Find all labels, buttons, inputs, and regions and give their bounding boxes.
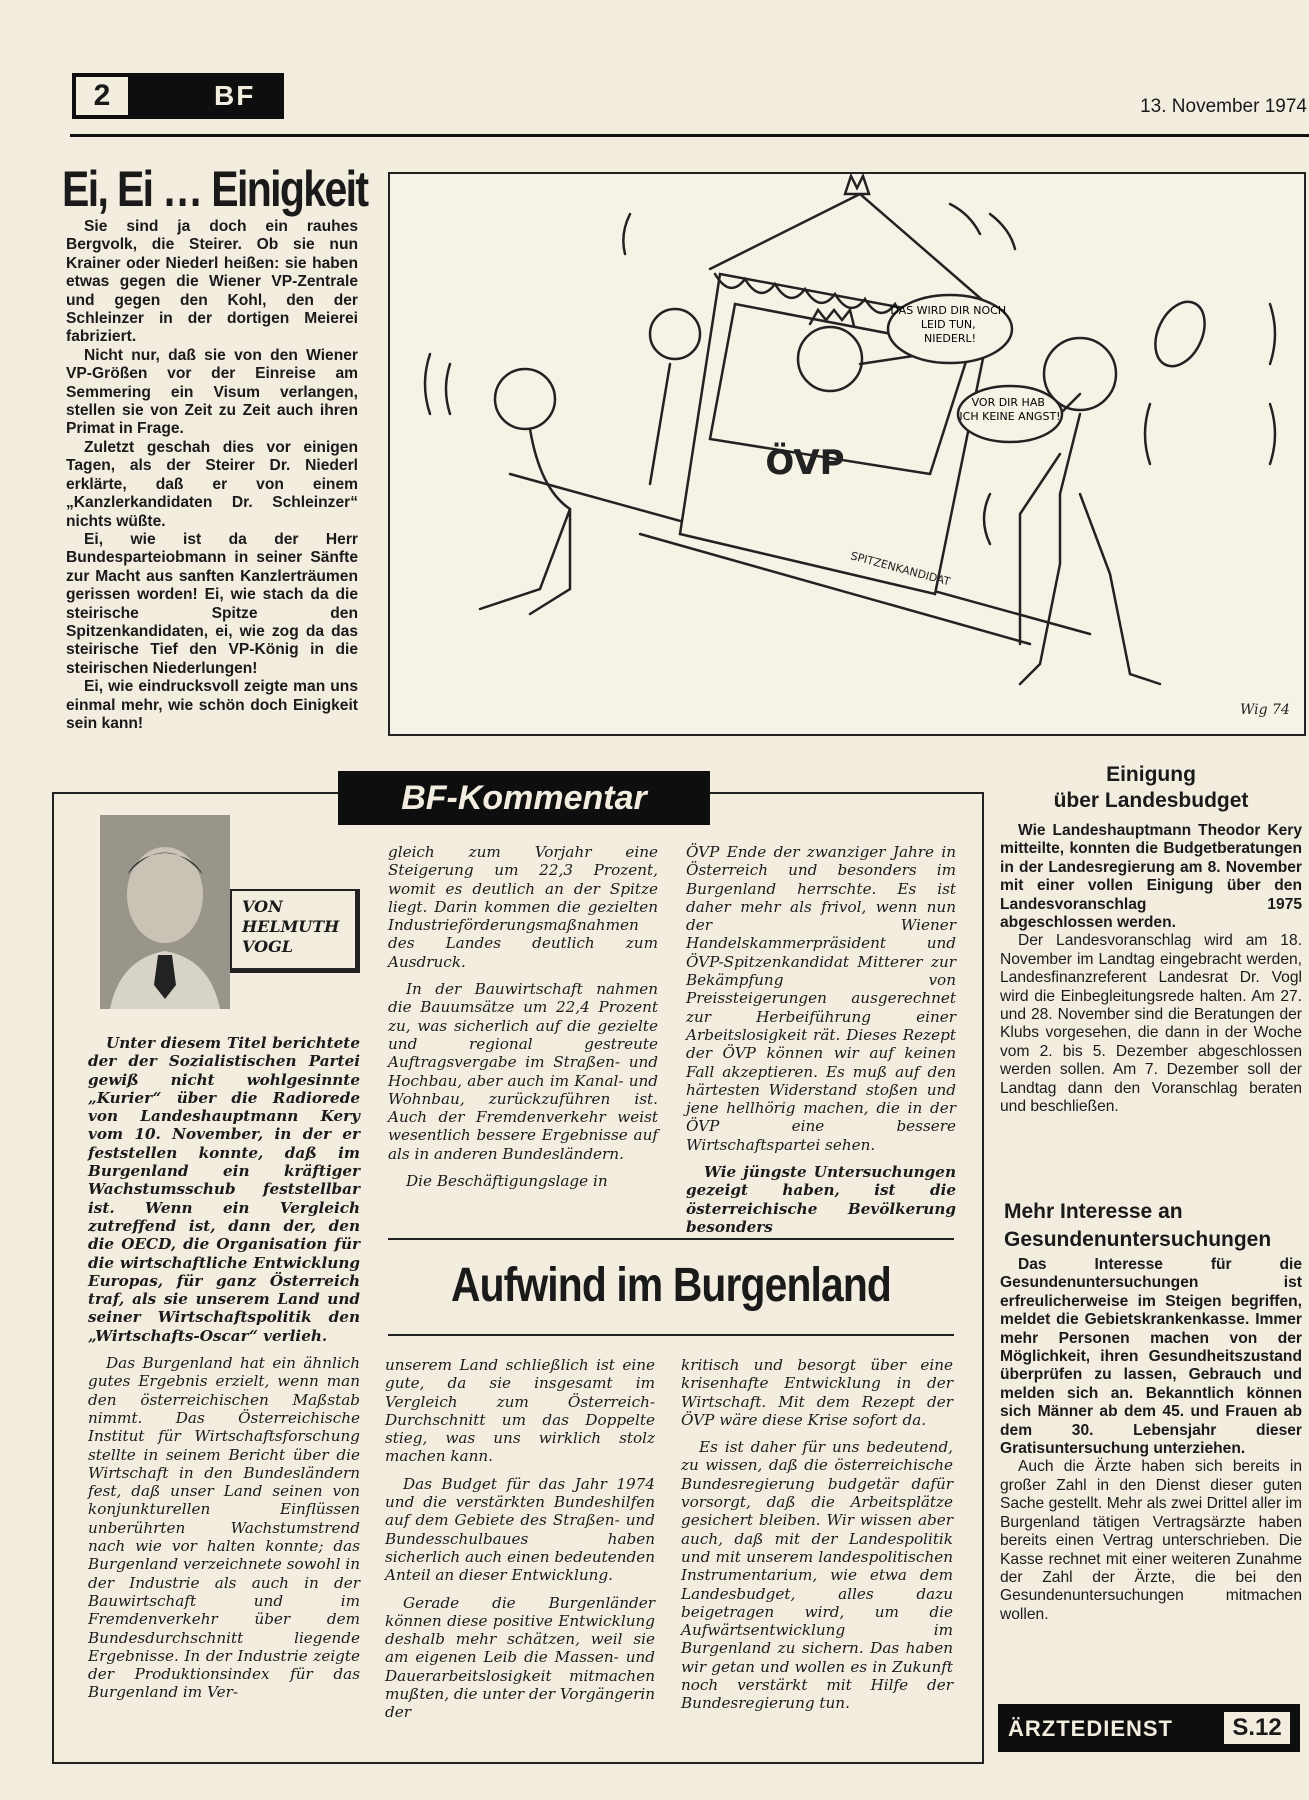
section-label: BF [214, 80, 256, 111]
einigung-paragraph: Der Landesvoranschlag wird am 18. November im Landtag eingebracht werden, Landesfinanzreferent Landesrat Dr. Vogl wird die Einbegleitungsrede halten. Am 27. und 28. November sind die Beratungen der Klubs vorgesehen, die dann in der Woche vom 2. bis 5. Dezember abgeschlossen werden sollen. Am 7. Dezember soll der Landtag dann den Voranschlag beraten und beschließen. [1000, 932, 1302, 1116]
cartoon-drawing [390, 174, 1304, 734]
pole-label: SPITZENKANDIDAT [849, 549, 952, 589]
author-photo [100, 815, 230, 1009]
kommentar-paragraph: Unter diesem Titel berichtete der der Sozialistischen Partei gewiß nicht wohlgesinnte „Kurier“ über die Radiorede von Landeshauptmann Kery vom 10. November, in der er feststellen konnte, daß im Burgenland ein kräftiger Wachstumsschub feststellbar ist. Wenn ein Vergleich zutreffend ist, dann der, den die OECD, die Organisation für die wirtschaftliche Entwicklung Europas, für ganz Österreich traf, als sie unserem Land und seiner Wirtschaftspolitik den „Wirtschafts-Oscar“ verlieh. [88, 1034, 360, 1345]
kommentar-column-1 [88, 1034, 360, 1711]
einigung-body [1000, 822, 1302, 1117]
lead-paragraph: Zuletzt geschah dies vor einigen Tagen, als der Steirer Dr. Niederl erklärte, daß er von einem „Kanzlerkandidaten Dr. Schleinzer“ nichts wüßte. [66, 438, 358, 530]
kommentar-paragraph: gleich zum Vorjahr eine Steigerung um 22,3 Prozent, womit es deutlich an der Spitze liegt. Darin kommen die gezielten Industrieförderungsmaßnahmen des Landes deutlich zum Ausdruck. [388, 843, 658, 971]
page-number: 2 [76, 77, 128, 115]
speech-bubble-right-text [959, 396, 1060, 423]
einigung-title [998, 762, 1304, 814]
author-portrait-drawing [100, 815, 230, 1009]
header-rule [70, 134, 1309, 137]
aerztedienst-page-ref: S.12 [1224, 1712, 1290, 1744]
lead-paragraph: Nicht nur, daß sie von den Wiener VP-Größen vor der Einreise am Semmering ein Visum verlangen, stellen sie von Zeit zu Zeit auch ihren Primat in Frage. [66, 346, 358, 438]
carrier-middle-head [650, 309, 700, 359]
kommentar-column-4 [385, 1356, 655, 1731]
mehr-interesse-body [1000, 1256, 1302, 1624]
kommentar-paragraph: Das Burgenland hat ein ähnlich gutes Ergebnis erzielt, wenn man den österreichischen Maßstab nimmt. Das Österreichische Institut für Wirtschaftsforschung stellte in seinem Bericht über die Wirtschaft in den Bundesländern fest, daß unser Land seinen von konjunkturellen Einflüssen unberührten Wachstumstrend nach wie vor halten konnte; das Burgenland verzeichnete sowohl in der Industrie als auch in der Bauwirtschaft und im Fremdenverkehr über dem Bundesdurchschnitt liegende Ergebnisse. In der Industrie zeigte der Produktionsindex für das Burgenland im Ver- [88, 1354, 360, 1702]
byline-last-name: VOGL [242, 937, 293, 956]
kommentar-paragraph: Das Budget für das Jahr 1974 und die verstärkten Bundeshilfen auf dem Gebiete des Straßen- und Bundesschulbaues haben sicherlich auch einen bedeutenden Anteil an dieser Entwicklung. [385, 1474, 655, 1585]
mehr-interesse-title: Mehr Interesse an Gesundenuntersuchungen [1004, 1200, 1272, 1251]
kommentar-paragraph: unserem Land schließlich ist eine gute, da sie insgesamt im Vergleich zum Österreich-Durchschnitt um das Doppelte stieg, was uns wirklich stolz machen kann. [385, 1356, 655, 1466]
bubble-right-text-a: VOR DIR HAB [971, 396, 1045, 409]
lead-paragraph: Ei, wie ist da der Herr Bundesparteiobmann in seiner Sänfte zur Macht aus sanften Kanzlerträumen gerissen worden! Ei, wie stach da die steirische Spitze den Spitzenkandidaten, ei, wie zog da das steirische Tief den VP-König in die steirischen Niederlungen! [66, 530, 358, 677]
kommentar-paragraph: Gerade die Burgenländer können diese positive Entwicklung deshalb mehr schätzen, weil sie am eigenen Leib die Massen- und Dauerarbeitslosigkeit mitmachen mußten, die unter der Vorgängerin der [385, 1593, 655, 1722]
kommentar-paragraph: Es ist daher für uns bedeutend, zu wissen, daß die österreichische Bundesregierung budgetär dafür vorsorgt, daß die Arbeitsplätze gesichert bleiben. Wir wissen aber auch, daß mit der Landespolitik und mit unserem landespolitischen Instrumentarium, wie etwa dem Landesbudget, alles dazu beigetragen wird, um die Aufwärtsentwicklung im Burgenland zu sichern. Das haben wir getan und wollen es in Zukunft noch verstärkt mit Hilfe der Bundesregierung tun. [681, 1438, 953, 1713]
kommentar-column-3 [686, 843, 956, 1245]
lead-article-body [66, 218, 358, 733]
kommentar-paragraph: kritisch und besorgt über eine krisenhafte Entwicklung in der Wirtschaft. Mit dem Rezept der ÖVP wäre diese Krise sofort da. [681, 1356, 953, 1429]
kommentar-paragraph: Die Beschäftigungslage in [406, 1172, 608, 1191]
party-label: ÖVP [765, 443, 845, 483]
aerztedienst-label: ÄRZTEDIENST [1008, 1716, 1173, 1741]
lead-paragraph: Sie sind ja doch ein rauhes Bergvolk, die Steirer. Ob sie nun Krainer oder Niederl heißen: sie haben etwas gegen die Wiener VP-Zentrale und gegen den Kohl, den der Schleinzer in der dortigen Meierei fabriziert. [66, 218, 358, 346]
byline-from: VON [242, 897, 283, 916]
mehr-interesse-paragraph: Auch die Ärzte haben sich bereits in großer Zahl in den Dienst dieser guten Sache gestellt. Mehr als zwei Drittel aller im Burgenland tätigen Vertragsärzte haben bereits einen Vertrag unterschrieben. Die Kasse rechnet mit einer weiteren Zunahme der Zahl der Ärzte, die bei den Gesundenuntersuchungen mitmachen wollen. [1000, 1458, 1302, 1623]
crown-icon [845, 176, 869, 194]
bubble-left-text-a: DAS WIRD DIR NOCH [890, 304, 1007, 317]
kommentar-column-2 [388, 843, 658, 1199]
bubble-right-text-b: ICH KEINE ANGST! [959, 410, 1061, 423]
carrier-left-body [480, 429, 570, 614]
lead-article-title: Ei, Ei … Einigkeit [62, 161, 368, 217]
bubble-left-text-c: NIEDERL! [923, 332, 977, 345]
einigung-paragraph: Wie Landeshauptmann Theodor Kery mitteilte, konnten die Budgetberatungen in der Landesregierung am 8. November mit einer vollen Einigung über den Landesvoranschlag 1975 abgeschlossen werden. [1000, 822, 1302, 932]
kommentar-column-5 [681, 1356, 953, 1722]
kommentar-paragraph: ÖVP Ende der zwanziger Jahre in Österreich und besonders im Burgenland herrschte. Es ist daher mehr als frivol, wenn nun der Wiener Handelskammerpräsident und ÖVP-Spitzenkandidat Mitterer zur Bekämpfung von Preissteigerungen ausgerechnet zur Herbeiführung einer Arbeitslosigkeit rät. Dieses Rezept der ÖVP können wir auf keinen Fall akzeptieren. Es muß auf den härtesten Widerstand stoßen und jene hellhörig machen, die in der ÖVP eine bessere Wirtschaftspartei sehen. [686, 843, 956, 1154]
issue-date: 13. November 1974 [1140, 96, 1307, 117]
carrier-middle-body [650, 364, 670, 484]
niederl-body [1020, 414, 1160, 684]
lead-paragraph: Ei, wie eindrucksvoll zeigte man uns einmal mehr, wie schön doch Einigkeit sein kann! [66, 678, 358, 732]
hat-icon [1146, 294, 1215, 374]
kommentar-paragraph: Wie jüngste Untersuchungen gezeigt haben, ist die österreichische Bevölkerung besonders [686, 1163, 956, 1236]
author-byline [230, 889, 360, 973]
einigung-title-line-1: Einigung [1106, 763, 1196, 786]
carrier-left-head [495, 369, 555, 429]
kommentar-banner: BF-Kommentar [338, 771, 710, 825]
kommentar-headline: Aufwind im Burgenland [450, 1259, 891, 1312]
headline-rule-bottom [388, 1334, 954, 1336]
einigung-title-line-2: über Landesbudget [1053, 789, 1249, 812]
cartoon-signature: Wig 74 [1240, 702, 1290, 718]
headline-rule-top [388, 1238, 954, 1240]
byline-first-name: HELMUTH [242, 917, 340, 936]
bubble-left-text-b: LEID TUN, [920, 318, 976, 331]
mehr-interesse-paragraph: Das Interesse für die Gesundenuntersuchungen ist erfreulicherweise im Steigen begriffen, meldet die Gebietskrankenkasse. Immer mehr Personen machen von der Möglichkeit, ihren Gesundheitszustand überprüfen zu lassen, Gebrauch und melden sich an. Bekanntlich können sich Männer ab dem 45. und Frauen ab dem 30. Lebensjahr dieser Gratisuntersuchung unterziehen. [1000, 1256, 1302, 1458]
kommentar-paragraph: In der Bauwirtschaft nahmen die Bauumsätze um 22,4 Prozent zu, was sicherlich auf die gezielte und regional gestreute Auftragsvergabe im Straßen- und Hochbau, aber auch im Kanal- und Wohnbau, zurückzuführen ist. Auch der Fremdenverkehr weist wesentlich bessere Ergebnisse auf als in anderen Bundesländern. [388, 980, 658, 1163]
political-cartoon [388, 172, 1306, 736]
